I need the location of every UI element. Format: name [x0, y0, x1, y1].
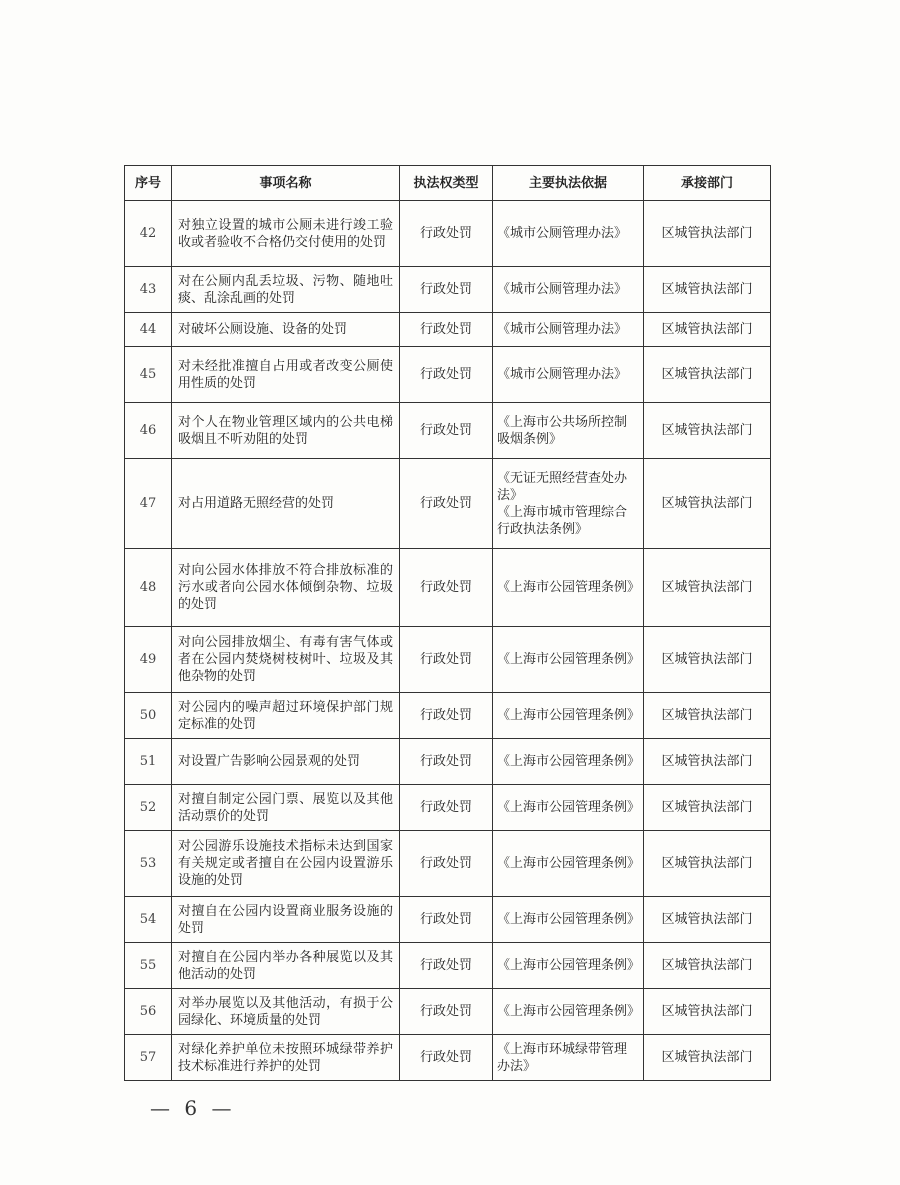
row-department: 区城管执法部门 [644, 831, 771, 897]
row-department: 区城管执法部门 [644, 739, 771, 785]
row-serial: 52 [125, 785, 172, 831]
row-power-type: 行政处罚 [400, 201, 493, 267]
header-legal-basis: 主要执法依据 [493, 166, 644, 201]
row-legal-basis: 《城市公厕管理办法》 [493, 313, 644, 347]
row-legal-basis: 《上海市公园管理条例》 [493, 693, 644, 739]
row-item-name: 对绿化养护单位未按照环城绿带养护技术标准进行养护的处罚 [172, 1035, 400, 1081]
row-department: 区城管执法部门 [644, 897, 771, 943]
row-serial: 50 [125, 693, 172, 739]
table-row [125, 627, 771, 693]
row-department: 区城管执法部门 [644, 627, 771, 693]
row-power-type: 行政处罚 [400, 267, 493, 313]
row-power-type: 行政处罚 [400, 693, 493, 739]
row-department: 区城管执法部门 [644, 693, 771, 739]
row-power-type: 行政处罚 [400, 459, 493, 549]
table-row [125, 347, 771, 403]
row-department: 区城管执法部门 [644, 785, 771, 831]
row-item-name: 对未经批准擅自占用或者改变公厕使用性质的处罚 [172, 347, 400, 403]
row-power-type: 行政处罚 [400, 785, 493, 831]
row-serial: 57 [125, 1035, 172, 1081]
row-item-name: 对公园游乐设施技术指标未达到国家有关规定或者擅自在公园内设置游乐设施的处罚 [172, 831, 400, 897]
row-department: 区城管执法部门 [644, 459, 771, 549]
row-power-type: 行政处罚 [400, 549, 493, 627]
row-legal-basis: 《上海市公共场所控制吸烟条例》 [493, 403, 644, 459]
table-row [125, 785, 771, 831]
row-legal-basis: 《上海市环城绿带管理办法》 [493, 1035, 644, 1081]
row-legal-basis: 《上海市公园管理条例》 [493, 627, 644, 693]
table-row [125, 403, 771, 459]
row-serial: 42 [125, 201, 172, 267]
row-legal-basis: 《上海市公园管理条例》 [493, 989, 644, 1035]
row-serial: 53 [125, 831, 172, 897]
row-item-name: 对占用道路无照经营的处罚 [172, 459, 400, 549]
row-serial: 43 [125, 267, 172, 313]
row-department: 区城管执法部门 [644, 1035, 771, 1081]
table-row [125, 313, 771, 347]
table-body [125, 201, 771, 1081]
row-legal-basis: 《无证无照经营查处办法》 《上海市城市管理综合行政执法条例》 [493, 459, 644, 549]
row-item-name: 对设置广告影响公园景观的处罚 [172, 739, 400, 785]
row-legal-basis: 《城市公厕管理办法》 [493, 347, 644, 403]
table-row [125, 739, 771, 785]
table-row [125, 897, 771, 943]
row-serial: 46 [125, 403, 172, 459]
row-item-name: 对向公园排放烟尘、有毒有害气体或者在公园内焚烧树枝树叶、垃圾及其他杂物的处罚 [172, 627, 400, 693]
row-item-name: 对个人在物业管理区域内的公共电梯吸烟且不听劝阻的处罚 [172, 403, 400, 459]
row-power-type: 行政处罚 [400, 989, 493, 1035]
table-row [125, 989, 771, 1035]
table-header-row [125, 166, 771, 201]
row-serial: 54 [125, 897, 172, 943]
row-item-name: 对擅自在公园内举办各种展览以及其他活动的处罚 [172, 943, 400, 989]
row-department: 区城管执法部门 [644, 403, 771, 459]
row-department: 区城管执法部门 [644, 201, 771, 267]
row-department: 区城管执法部门 [644, 313, 771, 347]
row-power-type: 行政处罚 [400, 313, 493, 347]
row-item-name: 对在公厕内乱丢垃圾、污物、随地吐痰、乱涂乱画的处罚 [172, 267, 400, 313]
row-serial: 51 [125, 739, 172, 785]
row-power-type: 行政处罚 [400, 403, 493, 459]
row-legal-basis: 《上海市公园管理条例》 [493, 785, 644, 831]
row-department: 区城管执法部门 [644, 267, 771, 313]
table-row [125, 693, 771, 739]
row-power-type: 行政处罚 [400, 943, 493, 989]
table-row [125, 831, 771, 897]
row-serial: 47 [125, 459, 172, 549]
row-power-type: 行政处罚 [400, 897, 493, 943]
row-legal-basis: 《上海市公园管理条例》 [493, 549, 644, 627]
row-item-name: 对擅自在公园内设置商业服务设施的处罚 [172, 897, 400, 943]
row-serial: 44 [125, 313, 172, 347]
row-serial: 55 [125, 943, 172, 989]
row-department: 区城管执法部门 [644, 989, 771, 1035]
row-power-type: 行政处罚 [400, 627, 493, 693]
row-item-name: 对举办展览以及其他活动，有损于公园绿化、环境质量的处罚 [172, 989, 400, 1035]
table-row [125, 1035, 771, 1081]
row-item-name: 对向公园水体排放不符合排放标准的污水或者向公园水体倾倒杂物、垃圾的处罚 [172, 549, 400, 627]
row-department: 区城管执法部门 [644, 347, 771, 403]
row-legal-basis: 《上海市公园管理条例》 [493, 831, 644, 897]
row-legal-basis: 《上海市公园管理条例》 [493, 897, 644, 943]
table-row [125, 459, 771, 549]
row-item-name: 对擅自制定公园门票、展览以及其他活动票价的处罚 [172, 785, 400, 831]
table-row [125, 267, 771, 313]
enforcement-items-table [124, 165, 771, 1081]
row-legal-basis: 《上海市公园管理条例》 [493, 739, 644, 785]
row-power-type: 行政处罚 [400, 739, 493, 785]
row-serial: 45 [125, 347, 172, 403]
row-power-type: 行政处罚 [400, 831, 493, 897]
row-department: 区城管执法部门 [644, 549, 771, 627]
row-item-name: 对破坏公厕设施、设备的处罚 [172, 313, 400, 347]
row-legal-basis: 《城市公厕管理办法》 [493, 267, 644, 313]
header-department: 承接部门 [644, 166, 771, 201]
header-power-type: 执法权类型 [400, 166, 493, 201]
row-legal-basis: 《上海市公园管理条例》 [493, 943, 644, 989]
row-serial: 48 [125, 549, 172, 627]
table-row [125, 201, 771, 267]
row-department: 区城管执法部门 [644, 943, 771, 989]
row-serial: 49 [125, 627, 172, 693]
row-power-type: 行政处罚 [400, 347, 493, 403]
table-row [125, 943, 771, 989]
row-serial: 56 [125, 989, 172, 1035]
header-item-name: 事项名称 [172, 166, 400, 201]
row-item-name: 对独立设置的城市公厕未进行竣工验收或者验收不合格仍交付使用的处罚 [172, 201, 400, 267]
row-legal-basis: 《城市公厕管理办法》 [493, 201, 644, 267]
row-power-type: 行政处罚 [400, 1035, 493, 1081]
page-number: — 6 — [150, 1096, 236, 1120]
table-row [125, 549, 771, 627]
header-serial: 序号 [125, 166, 172, 201]
row-item-name: 对公园内的噪声超过环境保护部门规定标准的处罚 [172, 693, 400, 739]
